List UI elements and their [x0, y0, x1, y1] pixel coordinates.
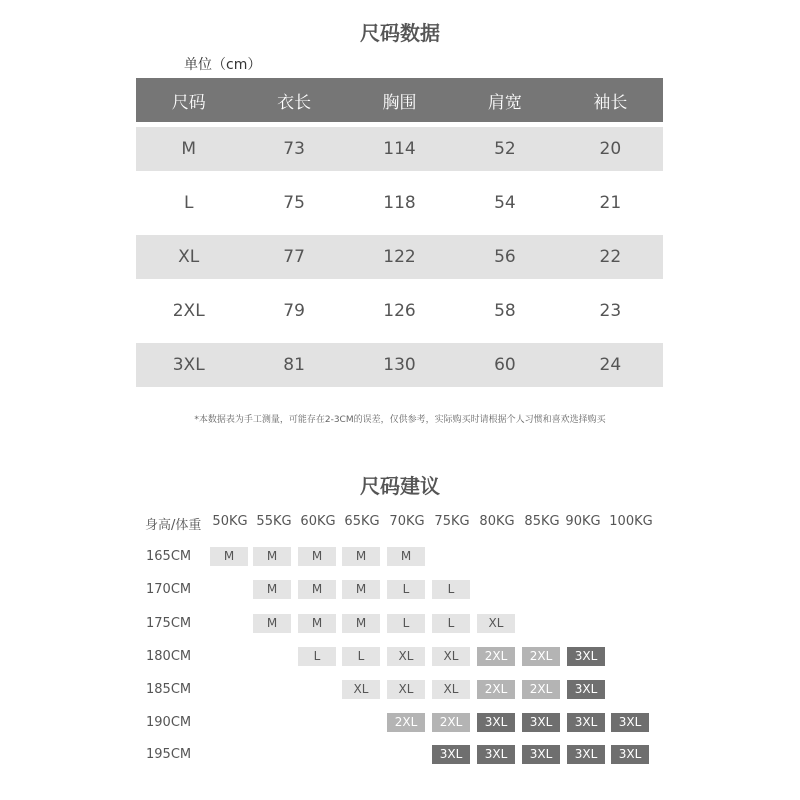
- table-cell: 2XL: [172, 301, 205, 321]
- size-chip: 2XL: [522, 647, 560, 666]
- size-chip: XL: [342, 680, 380, 699]
- table-row: [136, 338, 663, 392]
- table-cell: 3XL: [172, 355, 205, 375]
- table-cell: 126: [383, 301, 416, 321]
- table-cell: 58: [494, 301, 516, 321]
- size-chip: M: [210, 547, 248, 566]
- header-sleeve: 袖长: [593, 92, 628, 113]
- size-chip: 3XL: [611, 745, 649, 764]
- weight-header: 70KG: [389, 514, 425, 529]
- size-chip: M: [387, 547, 425, 566]
- table-cell: 23: [599, 301, 622, 321]
- measurement-note: *本数据表为手工测量，可能存在2-3CM的误差，仅供参考，实际购买时请根据个人习惯和喜欢选择购买: [194, 415, 606, 425]
- size-chip: M: [298, 614, 336, 633]
- table-cell: 21: [599, 193, 622, 213]
- size-chip: M: [342, 614, 380, 633]
- table-cell: 122: [383, 247, 416, 267]
- size-chip: XL: [432, 647, 470, 666]
- height-label: 190CM: [146, 715, 192, 730]
- height-label: 180CM: [146, 649, 192, 664]
- size-chip: 2XL: [477, 647, 515, 666]
- size-chip: L: [432, 614, 470, 633]
- row-cells: [136, 235, 663, 279]
- size-chip: 3XL: [477, 713, 515, 732]
- table-row: [136, 122, 663, 176]
- size-chip: L: [387, 580, 425, 599]
- size-table: [136, 78, 663, 392]
- size-advice-title: 尺码建议: [360, 474, 440, 498]
- table-cell: 75: [283, 193, 305, 213]
- size-chip: M: [342, 580, 380, 599]
- table-cell: 114: [383, 139, 416, 159]
- size-chip: 2XL: [477, 680, 515, 699]
- weight-header: 50KG: [212, 514, 248, 529]
- size-chip: L: [387, 614, 425, 633]
- table-cell: M: [181, 139, 197, 159]
- height-label: 165CM: [146, 549, 192, 564]
- size-chip: 3XL: [567, 647, 605, 666]
- table-cell: 52: [494, 139, 516, 159]
- table-cell: 118: [383, 193, 416, 213]
- header-shoulder: 肩宽: [487, 92, 522, 113]
- size-chip: XL: [432, 680, 470, 699]
- size-chip: XL: [387, 647, 425, 666]
- size-chip: 3XL: [477, 745, 515, 764]
- size-chip: M: [253, 580, 291, 599]
- row-cells: [136, 343, 663, 387]
- weight-header: 100KG: [609, 514, 653, 529]
- table-cell: 73: [283, 139, 305, 159]
- unit-label: 单位（cm）: [184, 57, 262, 73]
- size-chip: M: [342, 547, 380, 566]
- table-cell: 79: [283, 301, 305, 321]
- size-chip: 2XL: [522, 680, 560, 699]
- weight-header: 75KG: [434, 514, 470, 529]
- size-table-header: [136, 78, 663, 122]
- weight-header: 85KG: [524, 514, 560, 529]
- height-label: 185CM: [146, 682, 192, 697]
- weight-header: 55KG: [256, 514, 292, 529]
- weight-header: 60KG: [300, 514, 336, 529]
- size-chip: 2XL: [387, 713, 425, 732]
- header-length: 衣长: [277, 92, 312, 113]
- size-chip: L: [432, 580, 470, 599]
- table-row: [136, 176, 663, 230]
- size-chip: M: [253, 614, 291, 633]
- size-chip: XL: [477, 614, 515, 633]
- height-label: 170CM: [146, 582, 192, 597]
- size-chip: L: [342, 647, 380, 666]
- weight-header: 65KG: [344, 514, 380, 529]
- size-chip: 3XL: [522, 713, 560, 732]
- table-cell: 24: [599, 355, 622, 375]
- height-label: 195CM: [146, 747, 192, 762]
- size-chip: XL: [387, 680, 425, 699]
- size-chip: 3XL: [567, 680, 605, 699]
- table-row: [136, 284, 663, 338]
- height-weight-label: 身高/体重: [145, 518, 202, 533]
- size-chip: M: [253, 547, 291, 566]
- table-cell: 56: [494, 247, 516, 267]
- size-chip: 3XL: [567, 713, 605, 732]
- table-cell: L: [183, 193, 194, 213]
- table-cell: 60: [494, 355, 516, 375]
- weight-header: 80KG: [479, 514, 515, 529]
- table-cell: 77: [283, 247, 305, 267]
- table-cell: 81: [283, 355, 305, 375]
- header-chest: 胸围: [382, 92, 417, 113]
- header-size: 尺码: [171, 92, 206, 113]
- size-chip: 3XL: [522, 745, 560, 764]
- height-label: 175CM: [146, 616, 192, 631]
- row-cells: [136, 127, 663, 171]
- size-chip: 3XL: [611, 713, 649, 732]
- size-data-title: 尺码数据: [360, 21, 440, 45]
- size-chip: M: [298, 547, 336, 566]
- table-cell: 22: [599, 247, 622, 267]
- table-cell: 130: [383, 355, 416, 375]
- size-chip: 3XL: [432, 745, 470, 764]
- table-cell: XL: [178, 247, 200, 267]
- table-row: [136, 230, 663, 284]
- size-chip: 3XL: [567, 745, 605, 764]
- size-chip: 2XL: [432, 713, 470, 732]
- row-cells: [136, 181, 663, 225]
- size-chip: M: [298, 580, 336, 599]
- table-cell: 20: [599, 139, 622, 159]
- size-chip: L: [298, 647, 336, 666]
- table-cell: 54: [494, 193, 516, 213]
- weight-header: 90KG: [565, 514, 601, 529]
- row-cells: [136, 289, 663, 333]
